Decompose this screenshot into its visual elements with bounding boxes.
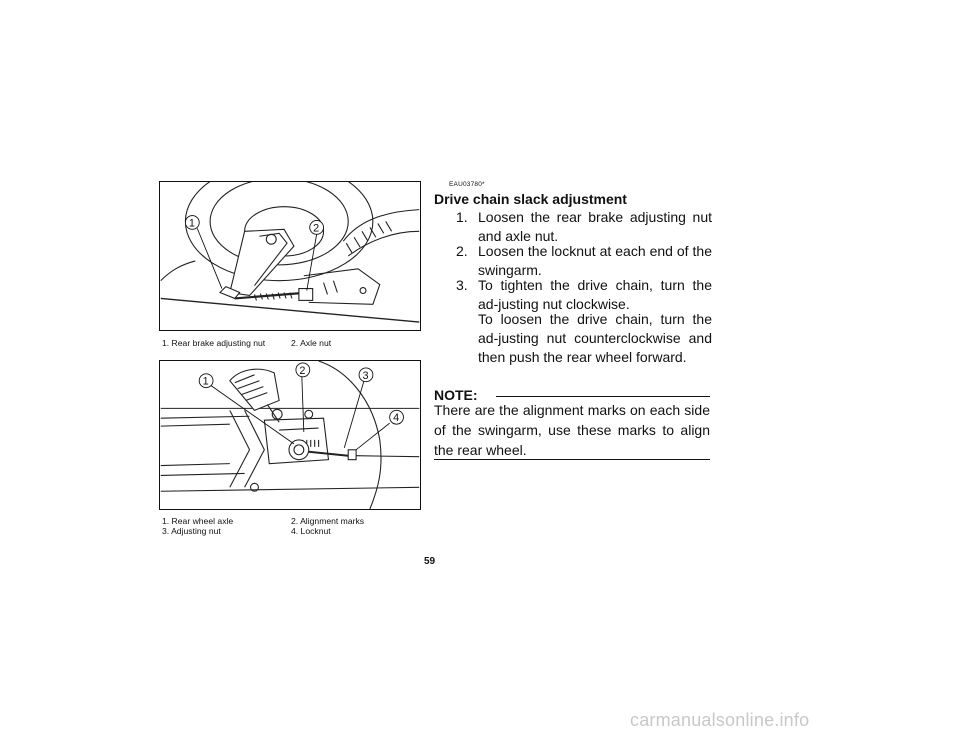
callout-2: 2	[313, 222, 320, 235]
note-text: There are the alignment marks on each side of the swingarm, use these marks to align the rear wheel.	[434, 402, 710, 458]
figure1-caption-1: 1. Rear brake adjusting nut	[162, 338, 266, 348]
page-number: 59	[424, 556, 436, 567]
step-text: Loosen the locknut at each end of the swingarm.	[478, 243, 712, 278]
figure2-caption-2: 2. Alignment marks	[291, 516, 365, 526]
step-number: 3.	[456, 277, 468, 293]
callout-2: 2	[299, 364, 306, 377]
figure-wheel-alignment	[159, 360, 421, 510]
callout-1: 1	[202, 375, 209, 388]
step-3-continued	[434, 310, 712, 367]
step-2	[434, 242, 712, 280]
alignment-illustration	[160, 361, 420, 509]
step-text: To tighten the drive chain, turn the ad-justing nut clockwise.	[478, 277, 712, 312]
step-text: Loosen the rear brake adjusting nut and axle nut.	[478, 209, 712, 244]
step-number: 1.	[456, 209, 468, 225]
brake-axle-illustration	[160, 182, 420, 330]
note-end-divider	[434, 459, 710, 460]
note-divider	[496, 396, 710, 397]
step-text: To loosen the drive chain, turn the ad-justing nut counterclockwise and then push the rear wheel forward.	[478, 311, 712, 365]
figure2-caption-4: 4. Locknut	[291, 526, 331, 536]
callout-4: 4	[393, 412, 400, 425]
step-3	[434, 276, 712, 314]
figure1-caption-2: 2. Axle nut	[291, 338, 332, 348]
callout-1: 1	[188, 217, 195, 230]
step-number: 2.	[456, 243, 468, 259]
reference-code: EAU03780*	[449, 181, 485, 188]
section-heading: Drive chain slack adjustment	[434, 191, 627, 207]
figure2-caption-1: 1. Rear wheel axle	[162, 516, 234, 526]
callout-3: 3	[362, 369, 369, 382]
note-label: NOTE:	[434, 387, 478, 403]
step-1	[434, 208, 712, 246]
watermark: carmanualsonline.info	[630, 710, 810, 730]
figure2-caption-3: 3. Adjusting nut	[162, 526, 221, 536]
figure-brake-axle	[159, 181, 421, 331]
